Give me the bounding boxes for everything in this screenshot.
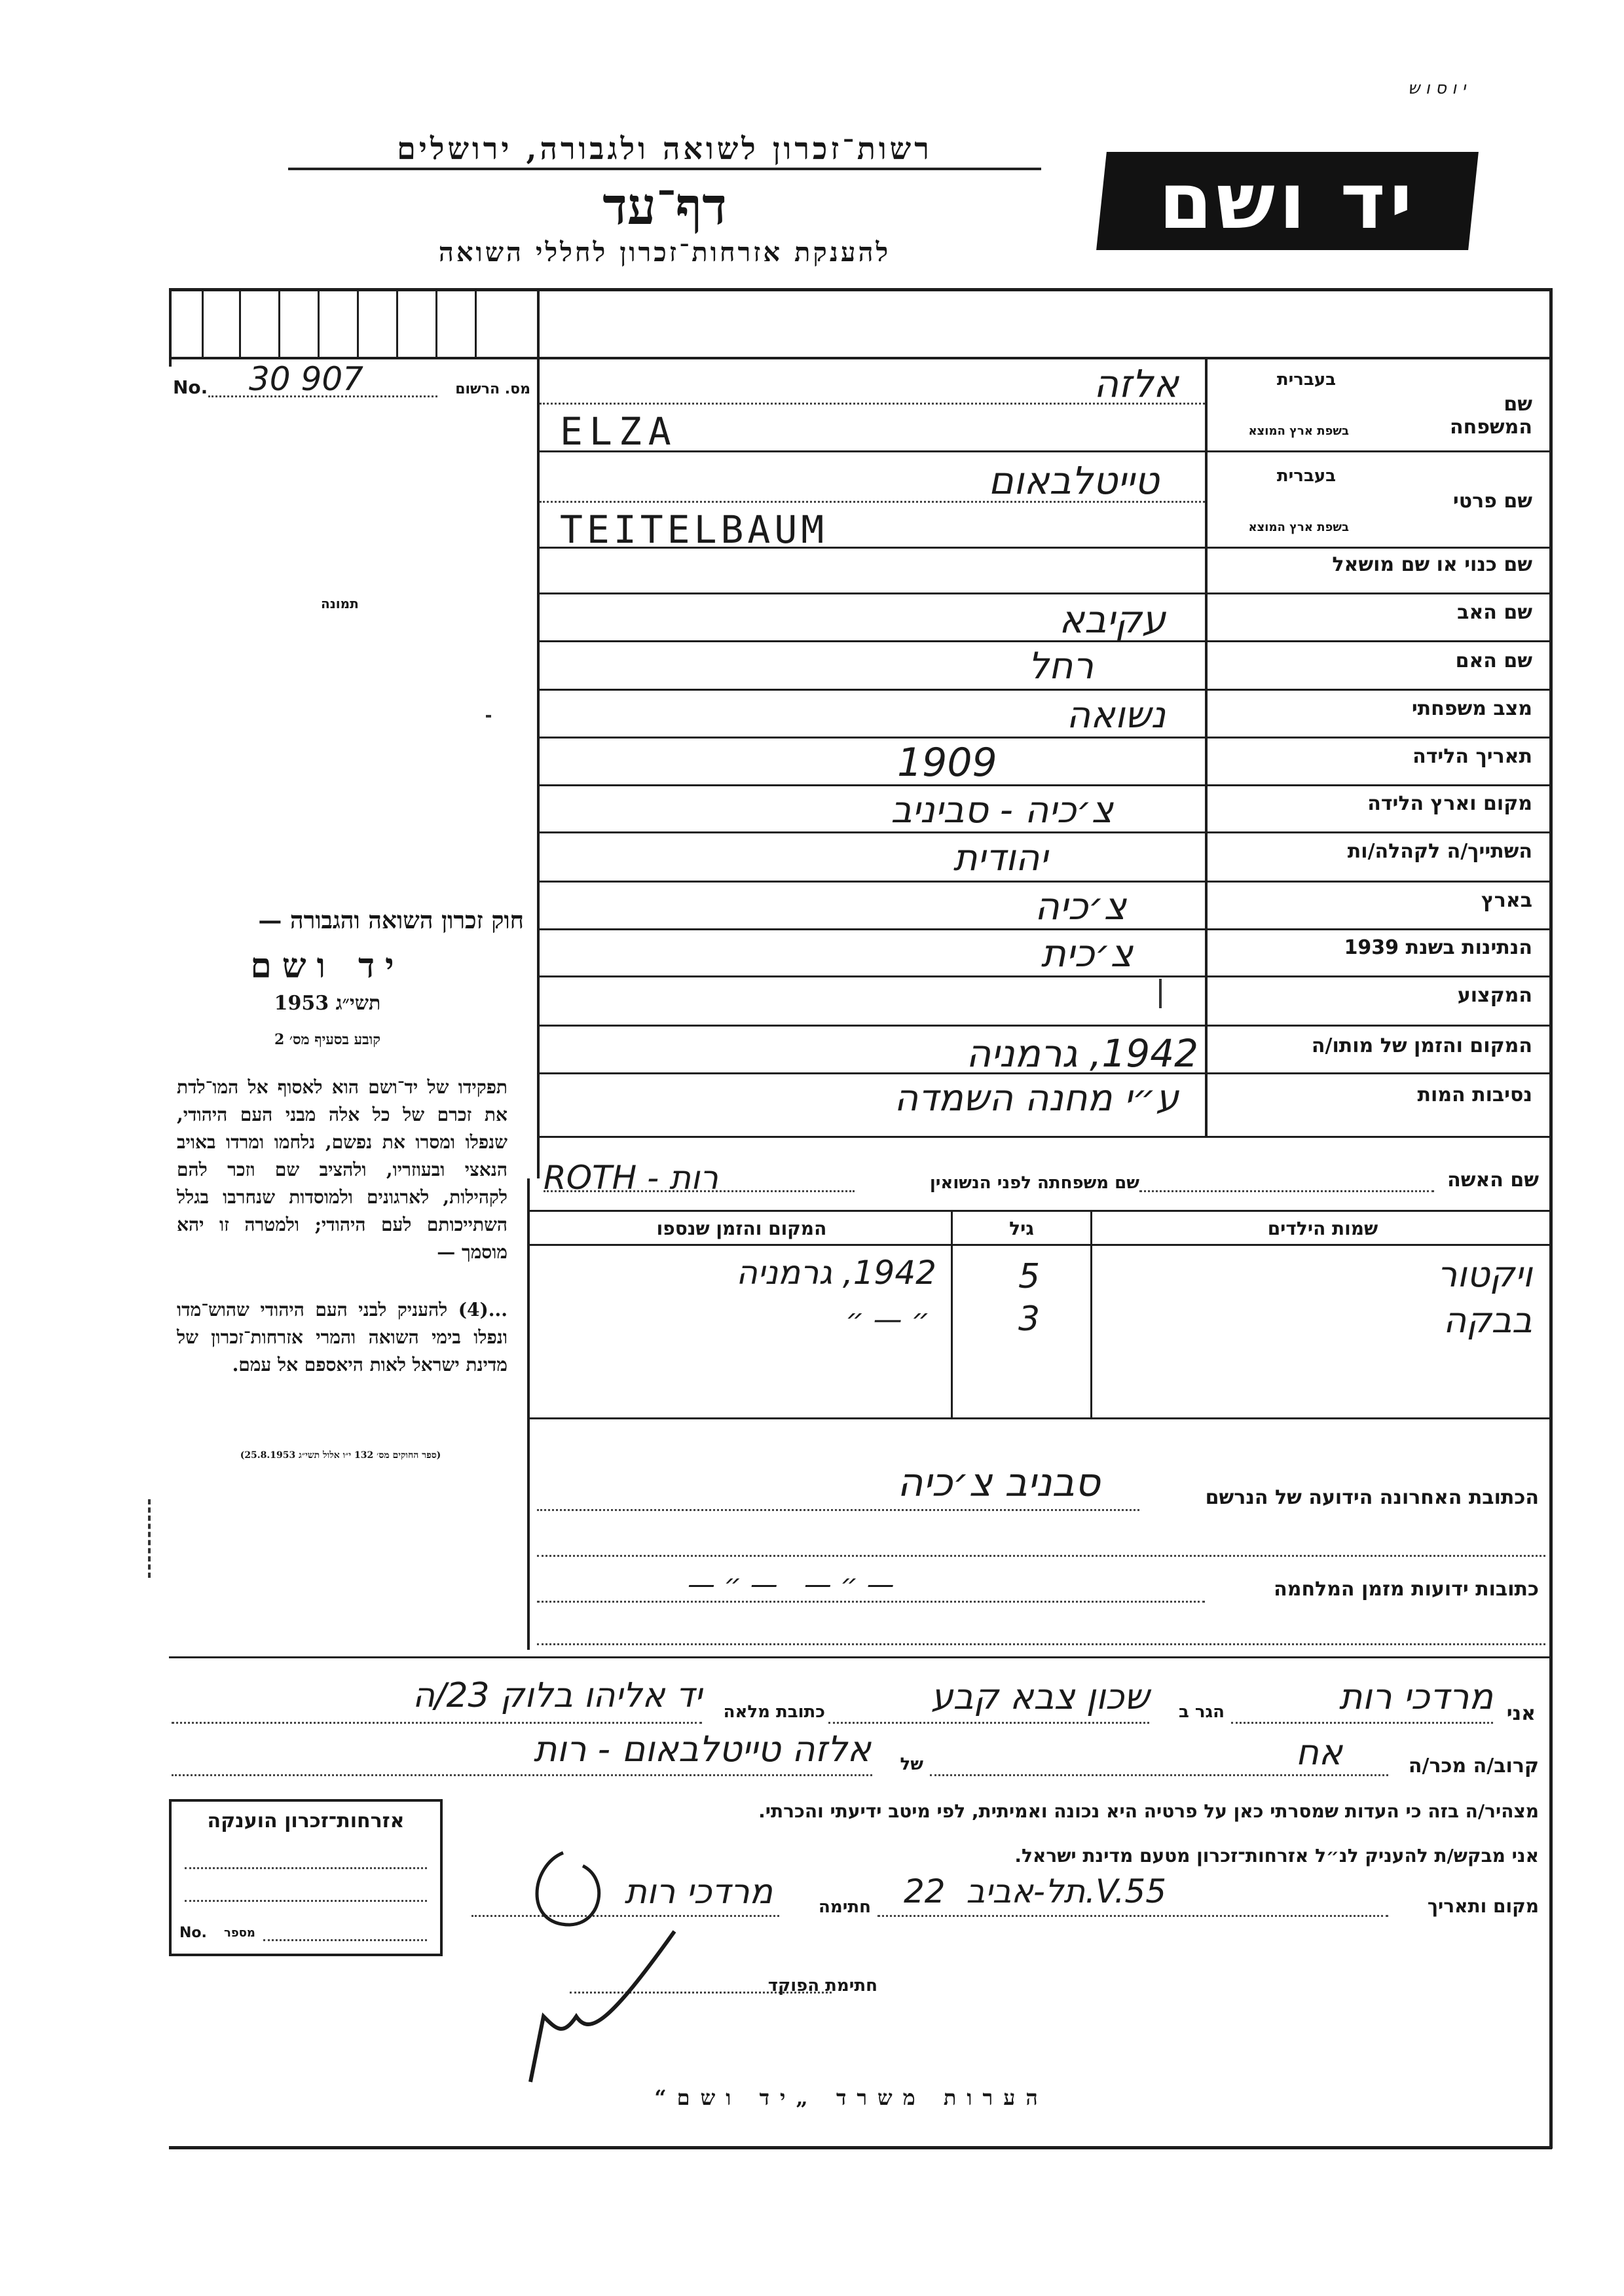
place-date-value: תל-אביב 22.V.55 <box>904 1872 1167 1910</box>
declarant-city-dots <box>828 1722 1149 1724</box>
child-1-name: ויקטור <box>1437 1254 1532 1295</box>
children-header-place: המקום והזמן שנספו <box>656 1218 827 1239</box>
profession-mark <box>1159 979 1162 1008</box>
marital-value: נשואה <box>1066 694 1166 737</box>
photo-tick <box>486 715 491 718</box>
grant-box-title: אזרחות־זכרון הוענקה <box>207 1810 405 1832</box>
birth-date-label: תאריך הלידה <box>1412 745 1532 768</box>
last-address-dots <box>537 1509 1139 1511</box>
marital-label: מצב משפחתי <box>1411 697 1532 720</box>
war-addresses-label: כתובות ידועות מזמן המלחמה <box>1274 1578 1539 1601</box>
community-value: יהודית <box>953 837 1048 879</box>
birth-place-label: מקום וארץ הלידה <box>1367 792 1532 815</box>
child-2-place: ״ — ״ <box>845 1303 930 1336</box>
birth-place-value: צ׳כיה - סביניב <box>891 789 1113 831</box>
father-label: שם האב <box>1457 601 1532 624</box>
country-value: צ׳כיה <box>1034 884 1126 928</box>
citizenship-label: הנתינות בשנת 1939 <box>1344 936 1532 959</box>
wife-value: ROTH - רות <box>544 1159 718 1197</box>
frame-right <box>1549 288 1553 2149</box>
declaration-separator <box>169 1656 1552 1658</box>
photo-label: תמונה <box>321 596 359 611</box>
header-band-bottom <box>169 357 1552 359</box>
family-name-origin-label: בשפת ארץ המוצא <box>1248 424 1349 438</box>
child-2-age: 3 <box>1018 1300 1041 1339</box>
death-label: המקום והזמן של מותו/ה <box>1311 1034 1532 1057</box>
declarant-address: יד אליהו בלוק 23/ה <box>412 1676 702 1715</box>
row-line <box>540 1136 1552 1138</box>
signature-value: מרדכי רות <box>624 1872 773 1912</box>
of-label: של <box>900 1755 923 1774</box>
relation-value: אח <box>1295 1732 1342 1773</box>
ticks-strip <box>172 291 538 357</box>
left-column-divider-lower <box>527 1178 530 1650</box>
children-header-names: שמות הילדים <box>1267 1218 1378 1239</box>
community-label: השתייך/ה לקהלה/ות <box>1347 840 1532 863</box>
signature-label: חתימה <box>819 1897 871 1917</box>
declarant-name-dots <box>1231 1722 1493 1724</box>
grant-box <box>169 1799 443 1956</box>
law-source: (ספר החוקים מס׳ 132 י״ו אלול תשי״ג 25.8.1953) <box>240 1450 441 1461</box>
frame-bottom <box>169 2146 1552 2149</box>
declarant-city: שכון צבא קבע <box>931 1676 1149 1717</box>
header-title: דף־עד <box>602 177 727 236</box>
circumstances-label: נסיבות המות <box>1417 1084 1532 1106</box>
birth-date-value: 1909 <box>897 740 997 786</box>
law-title: חוק זכרון השואה והגבורה — <box>258 907 524 934</box>
row-line <box>540 689 1552 691</box>
footer-remarks: הערות משרד „יד ושם“ <box>654 2085 1048 2110</box>
row-line <box>540 975 1552 977</box>
child-1-age: 5 <box>1018 1257 1041 1296</box>
first-name-origin-label: בשפת ארץ המוצא <box>1248 520 1349 534</box>
first-name-origin-value: TEITELBAUM <box>560 507 828 552</box>
row-line <box>540 450 1552 452</box>
wife-label: שם האשה <box>1447 1169 1539 1192</box>
logo-text: יד ושם <box>1158 156 1416 246</box>
mother-label: שם האם <box>1455 649 1532 672</box>
grant-box-number-label: מספר <box>224 1926 255 1940</box>
label-column-divider <box>1205 357 1208 1136</box>
corner-mark: י ו ס ו ש <box>1408 79 1466 98</box>
header-authority: רשות־זכרון לשואה ולגבורה, ירושלים <box>288 131 1041 170</box>
officer-signature-mark <box>517 1918 688 2088</box>
father-value: עקיבא <box>1059 597 1166 642</box>
declarant-name: מרדכי רות <box>1338 1676 1493 1717</box>
officer-label: חתימת הפוקד <box>767 1976 877 1995</box>
family-name-hebrew-value: אלזה <box>1094 361 1179 406</box>
war-addresses-value: — ״ — — ״ — <box>688 1568 895 1600</box>
family-name-origin-value: ELZA <box>560 409 678 454</box>
citizenship-value: צ׳כית <box>1041 931 1133 975</box>
law-text: תפקידו של יד־ושם הוא לאסוף אל המו־לדת את זכרם של כל אלה מבני העם היהודי, שנפלו ומסרו את נפשם, נלחמו ומרדו באויב הנאצי ובעוזריו, ולהציב שם וזכר להם לקהילות, לארגונים ולמוסדות שנחרבו בגלל השתייכותם לעם היהודי; ולמטרה זו יהא מוסמך — <box>177 1076 507 1263</box>
family-name-hebrew-label: בעברית <box>1276 370 1336 390</box>
children-header-age: גיל <box>1009 1218 1034 1239</box>
first-name-hebrew-value: טייטלבאום <box>988 458 1159 503</box>
law-clause: קובע בסעיף מס׳ 2 <box>274 1031 381 1048</box>
children-col-divider-2 <box>1090 1210 1092 1419</box>
relation-dots <box>930 1774 1388 1776</box>
children-top <box>530 1210 1552 1212</box>
of-name-value: אלזה טייטלבאום - רות <box>533 1728 871 1770</box>
yad-vashem-logo <box>1096 152 1479 250</box>
declaration-line-2: אני מבקש/ת להעניק לנ״ל אזרחות־זכרון מטעם מדינת ישראל. <box>1014 1845 1539 1867</box>
declaration-line-1: מצהיר/ה בזה כי העדות שמסרתי כאן על פרטיה היא נכונה ואמיתית, לפי מיטב ידיעתי והכרתי. <box>758 1800 1539 1822</box>
child-1-place: 1942, גרמניה <box>736 1254 936 1292</box>
place-date-dots <box>877 1915 1388 1917</box>
profession-label: המקצוע <box>1457 984 1532 1007</box>
row-line <box>540 928 1552 930</box>
wife-maiden-label: שם משפחתה לפני הנשואין <box>929 1173 1139 1193</box>
wife-dots-a <box>1139 1190 1434 1192</box>
row-line <box>540 881 1552 883</box>
registration-no-label: No. <box>173 376 208 398</box>
first-name-label: שם פרטי <box>1452 490 1532 513</box>
left-column-divider <box>537 291 540 1178</box>
declarant-address-label: כתובת מלאה <box>723 1702 825 1722</box>
first-name-hebrew-label: בעברית <box>1276 466 1336 486</box>
nickname-label: שם כנוי או שם מושאל <box>1332 553 1532 576</box>
declarant-i-label: אני <box>1506 1702 1536 1725</box>
header-subtitle: להענקת אזרחות־זכרון לחללי השואה <box>438 237 891 268</box>
row-line <box>540 737 1552 738</box>
family-name-label: שם המשפחה <box>1449 393 1532 439</box>
child-2-name: בבקה <box>1443 1300 1532 1341</box>
war-addresses-dots <box>537 1601 1205 1603</box>
declarant-resides-label: הגר ב <box>1178 1702 1225 1722</box>
last-address-label: הכתובת האחרונה הידועה של הנרשם <box>1205 1486 1539 1509</box>
children-header-bottom <box>530 1244 1552 1246</box>
relation-label: קרוב/ה מכר/ה <box>1408 1755 1539 1777</box>
mother-value: רחל <box>1027 645 1094 687</box>
row-line <box>540 592 1552 594</box>
grant-box-no-label: No. <box>179 1925 207 1941</box>
country-label: בארץ <box>1481 889 1532 912</box>
last-address-value: סבניב צ׳כיה <box>897 1460 1100 1506</box>
war-addresses-dots-2 <box>537 1643 1545 1645</box>
declarant-address-dots <box>172 1722 702 1724</box>
children-bottom <box>530 1417 1552 1419</box>
children-col-divider-1 <box>951 1210 953 1419</box>
law-clause4: ...(4) להעניק לבני העם היהודי שהוש־מדו ונפלו בימי השואה והמרי אזרחות־זכרון של מדינת ישראל לאות היאספם אל עמם. <box>177 1299 507 1376</box>
law-name: יד ושם <box>250 946 405 986</box>
margin-marks <box>148 1499 158 1578</box>
law-year: תשי״ג 1953 <box>274 992 381 1015</box>
row-line <box>540 784 1552 786</box>
place-date-label: מקום ותאריך <box>1427 1895 1539 1917</box>
death-value: 1942, גרמניה <box>966 1031 1198 1076</box>
row-line <box>540 1025 1552 1027</box>
circumstances-value: ע״י מחנה השמדה <box>894 1077 1179 1120</box>
of-name-dots <box>172 1774 872 1776</box>
last-address-dots-2 <box>537 1555 1545 1557</box>
registration-label: מס. הרשום <box>455 381 530 397</box>
row-line <box>540 831 1552 833</box>
registration-number: 30 907 <box>249 360 363 398</box>
